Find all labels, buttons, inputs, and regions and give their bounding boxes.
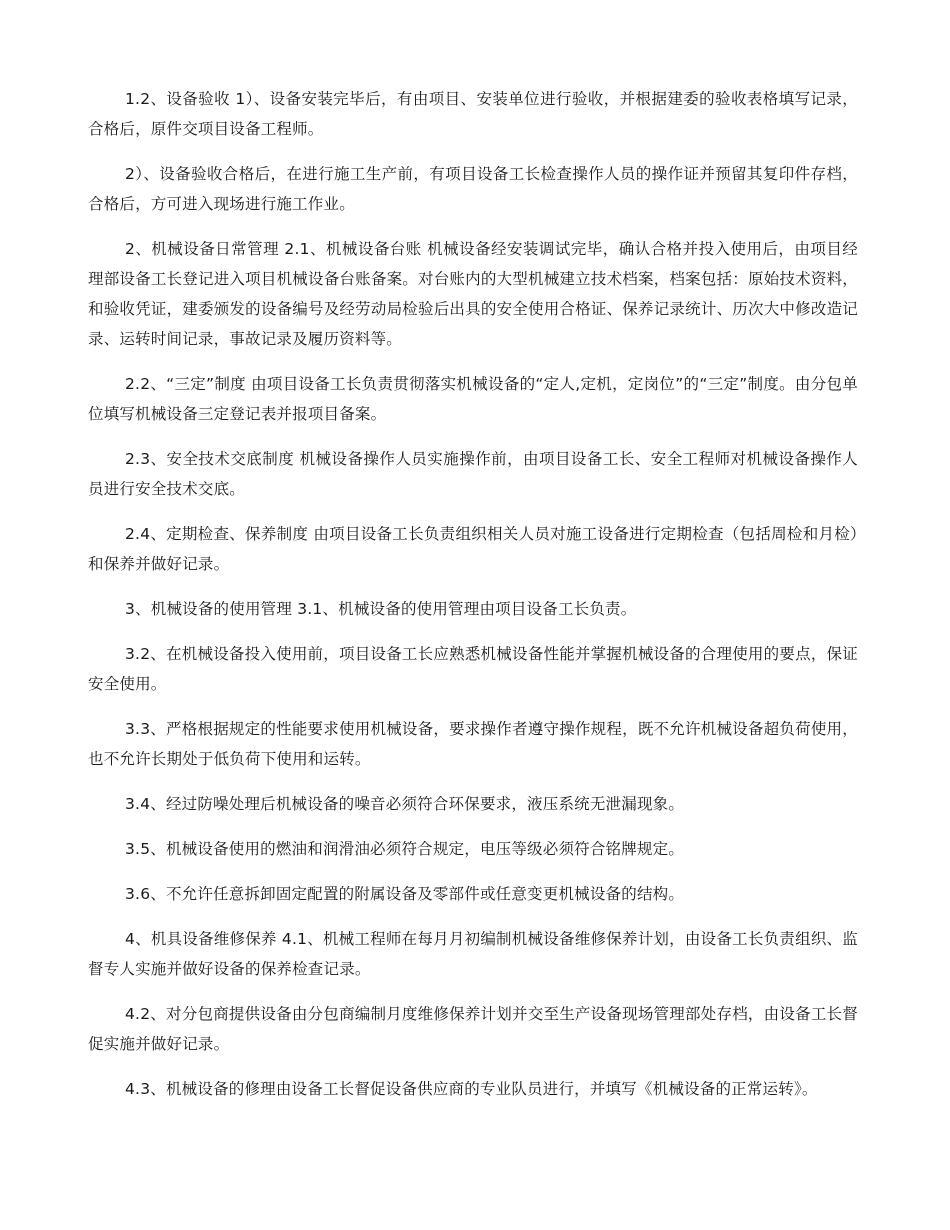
paragraph-maintenance-4-2: 4.2、对分包商提供设备由分包商编制月度维修保养计划并交至生产设备现场管理部处存档，由设备工长督促实施并做好记录。 <box>88 1005 858 1053</box>
paragraph-usage-3-5: 3.5、机械设备使用的燃油和润滑油必须符合规定，电压等级必须符合铭牌规定。 <box>125 840 685 858</box>
paragraph-equipment-ledger: 2、机械设备日常管理 2.1、机械设备台账 机械设备经安装调试完毕，确认合格并投入使用后，由项目经理部设备工长登记进入项目机械设备台账备案。对台账内的大型机械建立技术档案，档案包括：原始技术资料，和验收凭证，建委颁发的设备编号及经劳动局检验后出具的安全使用合格证、保养记录统计、历次大中修改造记录、运转时间记录，事故记录及履历资料等。 <box>88 240 858 348</box>
paragraph-usage-3-3: 3.3、严格根据规定的性能要求使用机械设备，要求操作者遵守操作规程，既不允许机械设备超负荷使用，也不允许长期处于低负荷下使用和运转。 <box>88 720 858 768</box>
paragraph-equipment-acceptance-1: 1.2、设备验收 1）、设备安装完毕后，有由项目、安装单位进行验收，并根据建委的验收表格填写记录，合格后，原件交项目设备工程师。 <box>88 90 858 138</box>
paragraph-periodic-inspection: 2.4、定期检查、保养制度 由项目设备工长负责组织相关人员对施工设备进行定期检查（包括周检和月检）和保养并做好记录。 <box>88 525 858 573</box>
paragraph-three-fixed-system: 2.2、“三定”制度 由项目设备工长负责贯彻落实机械设备的“定人,定机，定岗位”的“三定”制度。由分包单位填写机械设备三定登记表并报项目备案。 <box>88 375 858 423</box>
paragraph-maintenance-4-3: 4.3、机械设备的修理由设备工长督促设备供应商的专业队员进行，并填写《机械设备的正常运转》。 <box>125 1080 818 1098</box>
document-body <box>88 84 858 1119</box>
paragraph-usage-3-6: 3.6、不允许任意拆卸固定配置的附属设备及零部件或任意变更机械设备的结构。 <box>125 885 685 903</box>
paragraph-usage-3-2: 3.2、在机械设备投入使用前，项目设备工长应熟悉机械设备性能并掌握机械设备的合理使用的要点，保证安全使用。 <box>88 645 858 693</box>
paragraph-equipment-acceptance-2: 2）、设备验收合格后，在进行施工生产前，有项目设备工长检查操作人员的操作证并预留其复印件存档，合格后，方可进入现场进行施工作业。 <box>88 165 858 213</box>
paragraph-safety-briefing: 2.3、安全技术交底制度 机械设备操作人员实施操作前，由项目设备工长、安全工程师对机械设备操作人员进行安全技术交底。 <box>88 450 858 498</box>
paragraph-usage-management: 3、机械设备的使用管理 3.1、机械设备的使用管理由项目设备工长负责。 <box>125 600 637 618</box>
paragraph-usage-3-4: 3.4、经过防噪处理后机械设备的噪音必须符合环保要求，液压系统无泄漏现象。 <box>125 795 685 813</box>
paragraph-maintenance-4-1: 4、机具设备维修保养 4.1、机械工程师在每月月初编制机械设备维修保养计划，由设备工长负责组织、监督专人实施并做好设备的保养检查记录。 <box>88 930 858 978</box>
